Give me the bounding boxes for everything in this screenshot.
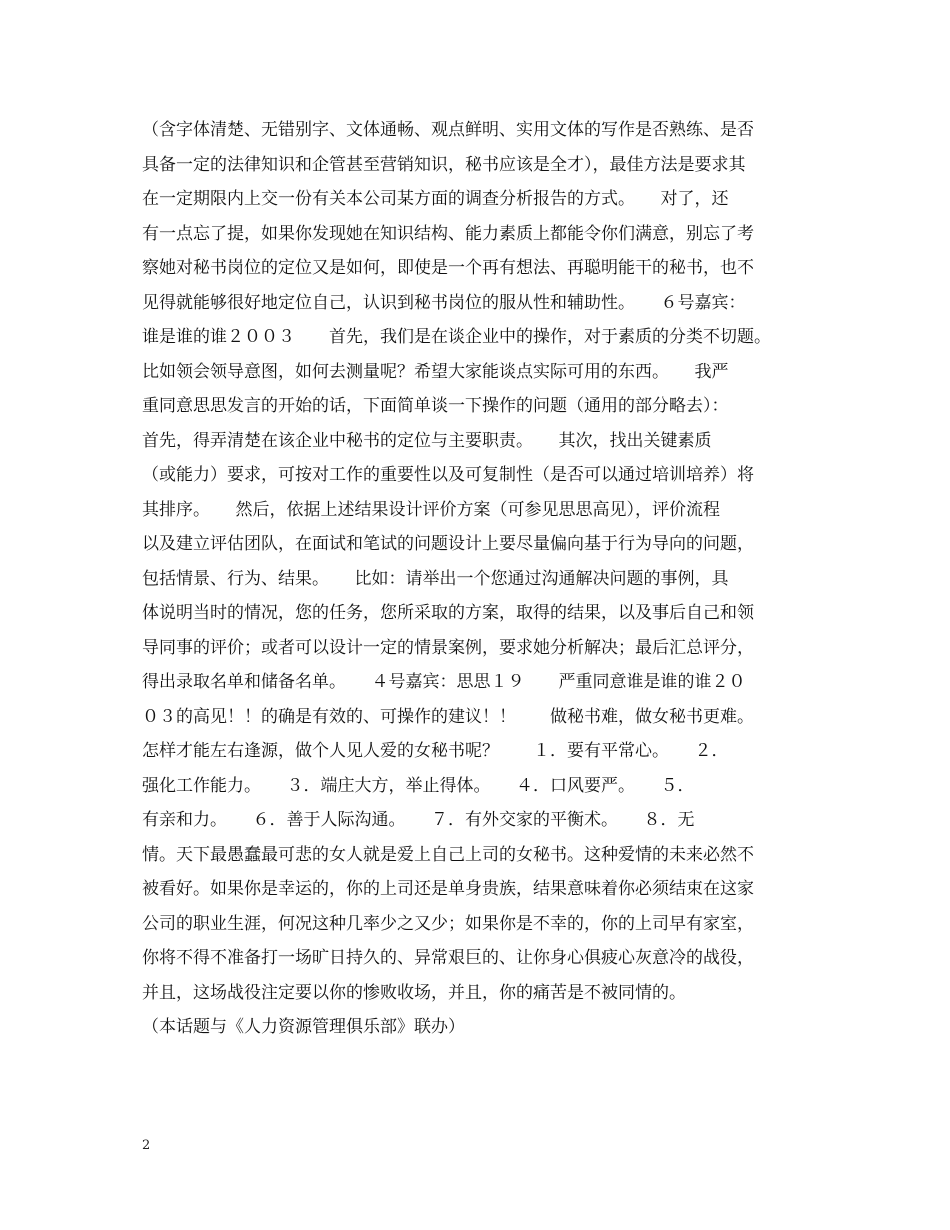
text-line: 比如领会领导意图，如何去测量呢？希望大家能谈点实际可用的东西。 我严 [142, 361, 729, 382]
text-line: 导同事的评价；或者可以设计一定的情景案例，要求她分析解决；最后汇总评分， [142, 637, 754, 658]
text-line: 重同意思思发言的开始的话，下面简单谈一下操作的问题（通用的部分略去）： [142, 396, 729, 416]
text-line: ０３的高见！！的确是有效的、可操作的建议！！ 做秘书难，做女秘书更难。 [142, 706, 754, 727]
body-text [142, 113, 832, 1045]
text-line: 公司的职业生涯，何况这种几率少之又少；如果你是不幸的，你的上司早有家室， [142, 913, 754, 934]
text-line: 有亲和力。 ６．善于人际沟通。 ７．有外交家的平衡术。 ８．无 [142, 810, 695, 830]
text-line: （或能力）要求，可按对工作的重要性以及可复制性（是否可以通过培训培养）将 [142, 465, 754, 485]
text-line: 谁是谁的谁２００３ 首先，我们是在谈企业中的操作，对于素质的分类不切题。 [142, 327, 771, 347]
text-line: （含字体清楚、无错别字、文体通畅、观点鲜明、实用文体的写作是否熟练、是否 [142, 120, 754, 140]
text-line: （本话题与《人力资源管理俱乐部》联办） [142, 1017, 465, 1037]
text-line: 你将不得不准备打一场旷日持久的、异常艰巨的、让你身心俱疲心灰意冷的战役， [142, 948, 754, 968]
text-line: 首先，得弄清楚在该企业中秘书的定位与主要职责。 其次，找出关键素质 [142, 430, 712, 451]
text-line: 情。天下最愚蠢最可悲的女人就是爱上自己上司的女秘书。这种爱情的未来必然不 [142, 844, 754, 865]
text-line: 见得就能够很好地定位自己，认识到秘书岗位的服从性和辅助性。 ６号嘉宾： [142, 292, 746, 313]
text-line: 体说明当时的情况，您的任务，您所采取的方案，取得的结果，以及事后自己和领 [142, 603, 754, 623]
text-line: 强化工作能力。 ３．端庄大方，举止得体。 ４．口风要严。 ５． [142, 775, 695, 796]
text-line: 并且，这场战役注定要以你的惨败收场，并且，你的痛苦是不被同情的。 [142, 982, 686, 1003]
text-line: 有一点忘了提，如果你发现她在知识结构、能力素质上都能令你们满意，别忘了考 [142, 223, 754, 244]
text-line: 以及建立评估团队，在面试和笔试的问题设计上要尽量偏向基于行为导向的问题， [142, 534, 754, 554]
text-line: 被看好。如果你是幸运的，你的上司还是单身贵族，结果意味着你必须结束在这家 [142, 879, 754, 899]
text-line: 包括情景、行为、结果。 比如：请举出一个您通过沟通解决问题的事例，具 [142, 568, 729, 589]
text-line: 怎样才能左右逢源，做个人见人爱的女秘书呢？ １．要有平常心。 ２． [142, 741, 729, 761]
text-line: 其排序。 然后，依据上述结果设计评价方案（可参见思思高见），评价流程 [142, 499, 720, 520]
text-line: 得出录取名单和储备名单。 ４号嘉宾：思思１９ 严重同意谁是谁的谁２０ [142, 672, 746, 692]
page-number: 2 [142, 1138, 151, 1153]
text-line: 在一定期限内上交一份有关本公司某方面的调查分析报告的方式。 对了，还 [142, 189, 729, 209]
text-line: 察她对秘书岗位的定位又是如何，即使是一个再有想法、再聪明能干的秘书，也不 [142, 258, 754, 278]
text-line: 具备一定的法律知识和企管甚至营销知识，秘书应该是全才），最佳方法是要求其 [142, 154, 746, 175]
